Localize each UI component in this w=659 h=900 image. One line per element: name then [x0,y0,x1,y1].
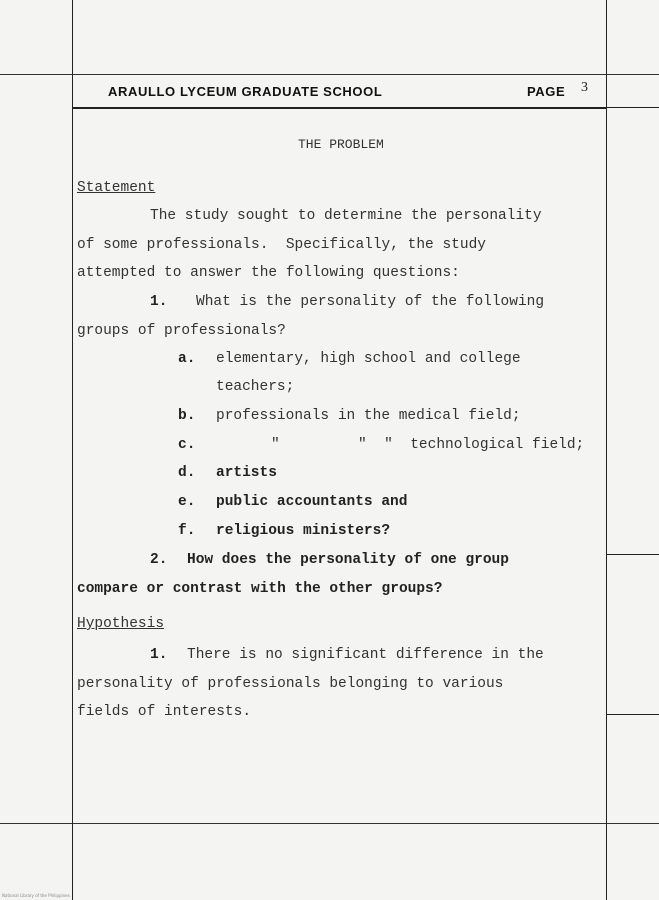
page-number: 3 [581,80,588,95]
hypothesis-1-line-2: personality of professionals belonging to various [77,676,504,692]
right-margin-rule [606,0,607,900]
scan-footer-text: National Library of the Philippines [2,893,70,898]
list-letter-f: f. [178,523,196,539]
school-name: ARAULLO LYCEUM GRADUATE SCHOOL [108,84,383,99]
list-item-e: public accountants and [216,494,408,510]
question-2-number: 2. [150,552,168,568]
right-margin-tick [607,554,659,555]
hypothesis-1-line-3: fields of interests. [77,704,252,720]
question-1-number: 1. [150,294,168,310]
list-letter-b: b. [178,408,196,424]
list-item-c: " " " technological field; [271,437,585,453]
statement-para-line-1: The study sought to determine the personality [150,208,542,224]
list-item-d: artists [216,465,277,481]
list-letter-a: a. [178,351,196,367]
right-margin-tick [607,107,659,108]
question-2-line-1: How does the personality of one group [187,552,509,568]
hypothesis-1-number: 1. [150,647,168,663]
list-letter-e: e. [178,494,196,510]
right-margin-tick [607,714,659,715]
page-label: PAGE [527,84,566,99]
hypothesis-1-line-1: There is no significant difference in the [187,647,544,663]
list-letter-c: c. [178,437,196,453]
section-title: THE PROBLEM [298,137,384,152]
hypothesis-heading: Hypothesis [77,616,165,632]
statement-para-line-3: attempted to answer the following questions: [77,265,460,281]
footer-rule [0,823,659,824]
statement-para-line-2: of some professionals. Specifically, the study [77,237,486,253]
header-bottom-rule [72,107,607,109]
list-item-f: religious ministers? [216,523,391,539]
header-top-rule [0,74,659,75]
left-margin-rule [72,0,73,900]
list-item-b: professionals in the medical field; [216,408,521,424]
list-letter-d: d. [178,465,196,481]
question-1-line-1: What is the personality of the following [196,294,545,310]
list-item-a-line-1: elementary, high school and college [216,351,521,367]
question-2-line-2: compare or contrast with the other groups? [77,581,443,597]
list-item-a-line-2: teachers; [216,379,295,395]
question-1-line-2: groups of professionals? [77,323,286,339]
statement-heading: Statement [77,180,156,196]
